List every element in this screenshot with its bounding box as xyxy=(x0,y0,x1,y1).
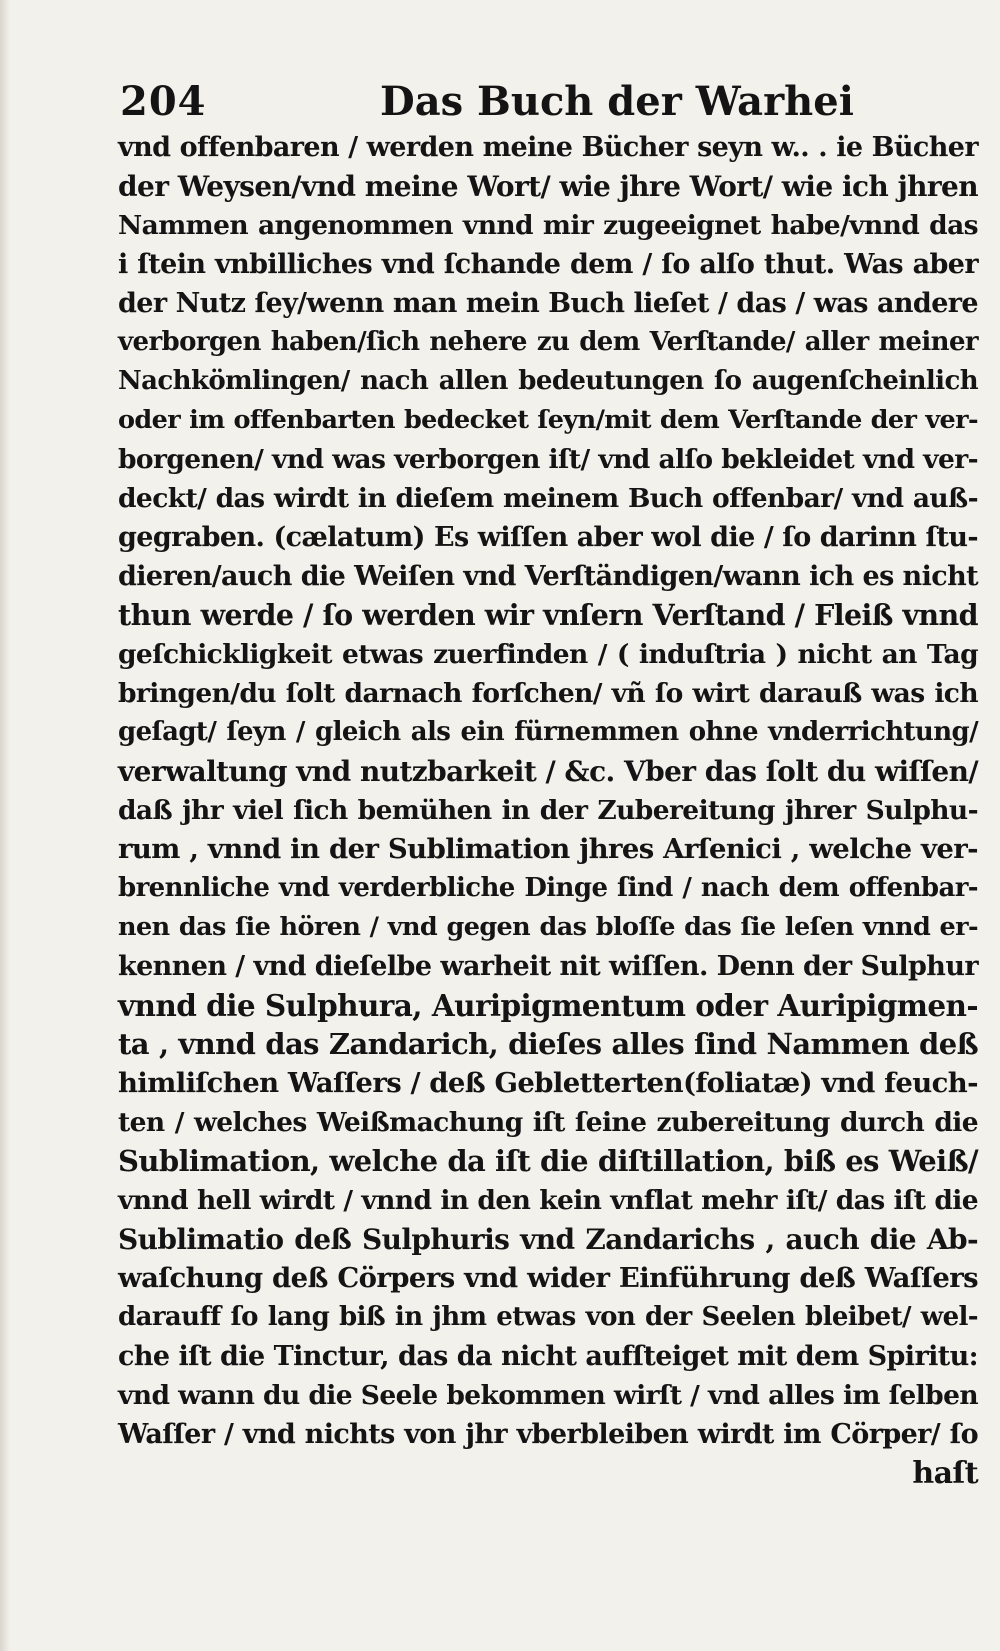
text-line: Waſſer / vnd nichts von jhr vberbleiben wirdt im Cörper/ ſo xyxy=(118,1419,978,1450)
text-line: gegraben. (cælatum) Es wiſſen aber wol die / ſo darinn ſtu- xyxy=(118,522,978,553)
text-line: dieren/auch die Weiſen vnd Verſtändigen/wann ich es nicht xyxy=(118,561,978,592)
page-edge xyxy=(0,0,10,1651)
text-line: kennen / vnd dieſelbe warheit nit wiſſen. Denn der Sulphur xyxy=(118,951,978,982)
text-line: che iſt die Tinctur, das da nicht aufſteiget mit dem Spiritu: xyxy=(118,1341,978,1372)
text-line: vnnd die Sulphura, Auripigmentum oder Auripigmen- xyxy=(118,988,978,1023)
text-line: bringen/du ſolt darnach forſchen/ vñ ſo wirt darauß was ich xyxy=(118,678,978,709)
text-line: Sublimatio deß Sulphuris vnd Zandarichs , auch die Ab- xyxy=(118,1223,978,1256)
text-line: waſchung deß Cörpers vnd wider Einführung deß Waſſers xyxy=(118,1262,978,1294)
text-line: Nammen angenommen vnnd mir zugeeignet habe/vnnd das xyxy=(118,210,978,241)
text-line: geſchickligkeit etwas zuerfinden / ( induſtria ) nicht an Tag xyxy=(118,639,978,670)
text-line: daß jhr viel ſich bemühen in der Zubereitung jhrer Sulphu- xyxy=(118,795,978,826)
text-line: der Weysen/vnd meine Wort/ wie jhre Wort/ wie ich jhren xyxy=(118,170,978,203)
text-line: ten / welches Weißmachung iſt ſeine zubereitung durch die xyxy=(118,1107,978,1138)
text-line: deckt/ das wirdt in dieſem meinem Buch offenbar/ vnd auß- xyxy=(118,483,978,514)
text-line: geſagt/ ſeyn / gleich als ein fürnemmen ohne vnderrichtung/ xyxy=(118,717,978,747)
text-line: vnd wann du die Seele bekommen wirſt / vnd alles im ſelben xyxy=(118,1380,978,1411)
text-line: vnnd hell wirdt / vnnd in den kein vnflat mehr iſt/ das iſt die xyxy=(118,1185,978,1216)
text-line: verwaltung vnd nutzbarkeit / &c. Vber das ſolt du wiſſen/ xyxy=(118,755,978,788)
text-line: rum , vnnd in der Sublimation jhres Arſenici , welche ver- xyxy=(118,833,978,865)
text-line: Nachkömlingen/ nach allen bedeutungen ſo augenſcheinlich xyxy=(118,366,978,396)
text-line: verborgen haben/ſich nehere zu dem Verſtande/ aller meiner xyxy=(118,327,978,357)
text-line: darauff ſo lang biß in jhm etwas von der Seelen bleibet/ wel- xyxy=(118,1302,978,1332)
text-line: der Nutz ſey/wenn man mein Buch lieſet / das / was andere xyxy=(118,288,978,319)
text-line: thun werde / ſo werden wir vnſern Verſtand / Fleiß vnnd xyxy=(118,598,978,632)
text-line: borgenen/ vnd was verborgen iſt/ vnd alſo bekleidet vnd ver- xyxy=(118,444,978,475)
running-title: Das Buch der Warhei xyxy=(380,78,854,125)
text-line: himliſchen Waſſers / deß Gebletterten(foliatæ) vnd feuch- xyxy=(118,1067,978,1099)
text-line: ta , vnnd das Zandarich, dieſes alles ſind Nammen deß xyxy=(118,1027,978,1061)
text-line: Sublimation, welche da iſt die diſtillation, biß es Weiß/ xyxy=(118,1144,978,1178)
text-line: oder im offenbarten bedecket ſeyn/mit dem Verſtande der ver- xyxy=(118,405,978,435)
body-text xyxy=(118,128,978,1493)
text-line: i ſtein vnbilliches vnd ſchande dem / ſo alſo thut. Was aber xyxy=(118,249,978,280)
page-number: 204 xyxy=(120,78,207,125)
catchword: haſt xyxy=(912,1456,978,1491)
page-header xyxy=(120,72,980,128)
text-line: nen das ſie hören / vnd gegen das bloſſe das ſie leſen vnnd er- xyxy=(118,912,978,942)
text-line: brennliche vnd verderbliche Dinge ſind / nach dem offenbar- xyxy=(118,873,978,903)
text-line: vnd offenbaren / werden meine Bücher seyn w.. . ie Bücher xyxy=(118,132,978,163)
